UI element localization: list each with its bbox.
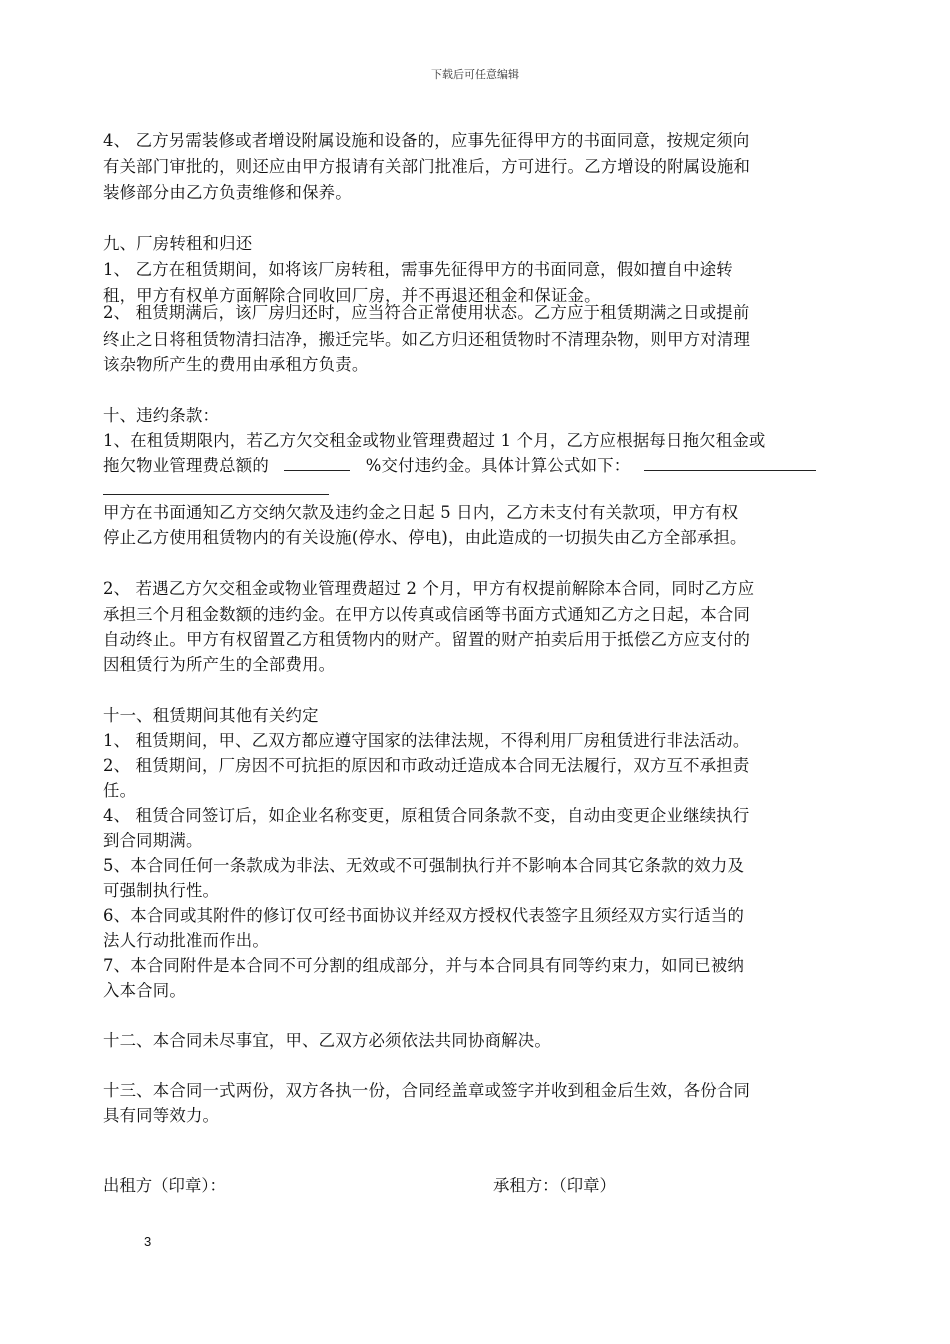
text-line: 具有同等效力。 bbox=[103, 1106, 220, 1125]
text-line: 到合同期满。 bbox=[103, 831, 203, 850]
text-line: 1、 租赁期间，甲、乙双方都应遵守国家的法律法规，不得利用厂房租赁进行非法活动。 bbox=[103, 731, 750, 750]
text-line: 2、 租赁期满后，该厂房归还时，应当符合正常使用状态。乙方应于租赁期满之日或提前 bbox=[103, 303, 750, 322]
text-line: 1、 乙方在租赁期间，如将该厂房转租，需事先征得甲方的书面同意，假如擅自中途转 bbox=[103, 260, 733, 279]
penalty-formula-line bbox=[103, 453, 816, 479]
text-line: 7、本合同附件是本合同不可分割的组成部分，并与本合同具有同等约束力，如同已被纳 bbox=[103, 956, 745, 975]
text-line: 甲方在书面通知乙方交纳欠款及违约金之日起 5 日内，乙方未支付有关款项，甲方有权 bbox=[103, 503, 739, 522]
text-line: 2、 租赁期间，厂房因不可抗拒的原因和市政动迁造成本合同无法履行，双方互不承担责 bbox=[103, 756, 750, 775]
text-line: 九、厂房转租和归还 bbox=[103, 234, 253, 253]
text-line: 可强制执行性。 bbox=[103, 881, 220, 900]
page-number: 3 bbox=[144, 1234, 152, 1249]
formula-blank[interactable] bbox=[644, 456, 816, 471]
text-line: 十一、租赁期间其他有关约定 bbox=[103, 706, 319, 725]
formula-continuation-blank[interactable] bbox=[103, 494, 329, 495]
text-line: 终止之日将租赁物清扫洁净，搬迁完毕。如乙方归还租赁物时不清理杂物，则甲方对清理 bbox=[103, 330, 751, 349]
text-line: 6、本合同或其附件的修订仅可经书面协议并经双方授权代表签字且须经双方实行适当的 bbox=[103, 906, 745, 925]
penalty-text-middle: %交付违约金。具体计算公式如下： bbox=[365, 456, 631, 475]
text-line: 法人行动批准而作出。 bbox=[103, 931, 269, 950]
text-line: 装修部分由乙方负责维修和保养。 bbox=[103, 183, 352, 202]
text-line: 停止乙方使用租赁物内的有关设施(停水、停电)，由此造成的一切损失由乙方全部承担。 bbox=[103, 528, 747, 547]
text-line: 2、 若遇乙方欠交租金或物业管理费超过 2 个月，甲方有权提前解除本合同，同时乙方应 bbox=[103, 579, 755, 598]
text-line: 1、在租赁期限内，若乙方欠交租金或物业管理费超过 1 个月，乙方应根据每日拖欠租金或 bbox=[103, 431, 766, 450]
lessor-signature: 出租方（印章）： bbox=[103, 1176, 226, 1195]
text-line: 自动终止。甲方有权留置乙方租赁物内的财产。留置的财产拍卖后用于抵偿乙方应支付的 bbox=[103, 630, 751, 649]
text-line: 4、 租赁合同签订后，如企业名称变更，原租赁合同条款不变，自动由变更企业继续执行 bbox=[103, 806, 750, 825]
text-line: 十、违约条款： bbox=[103, 406, 220, 425]
text-line: 租，甲方有权单方面解除合同收回厂房，并不再退还租金和保证金。 bbox=[103, 286, 601, 305]
text-line: 十三、本合同一式两份，双方各执一份，合同经盖章或签字并收到租金后生效，各份合同 bbox=[103, 1081, 751, 1100]
penalty-percent-blank[interactable] bbox=[284, 456, 350, 471]
text-line: 有关部门审批的，则还应由甲方报请有关部门批准后，方可进行。乙方增设的附属设施和 bbox=[103, 157, 751, 176]
text-line: 承担三个月租金数额的违约金。在甲方以传真或信函等书面方式通知乙方之日起，本合同 bbox=[103, 605, 751, 624]
text-line: 入本合同。 bbox=[103, 981, 186, 1000]
text-line: 因租赁行为所产生的全部费用。 bbox=[103, 655, 336, 674]
penalty-text-before: 拖欠物业管理费总额的 bbox=[103, 456, 269, 475]
text-line: 4、 乙方另需装修或者增设附属设施和设备的，应事先征得甲方的书面同意，按规定须向 bbox=[103, 131, 750, 150]
page-header: 下载后可任意编辑 bbox=[431, 68, 519, 81]
text-line: 十二、本合同未尽事宜，甲、乙双方必须依法共同协商解决。 bbox=[103, 1031, 551, 1050]
text-line: 该杂物所产生的费用由承租方负责。 bbox=[103, 355, 369, 374]
text-line: 任。 bbox=[103, 781, 137, 800]
lessee-signature: 承租方：（印章） bbox=[493, 1176, 616, 1195]
text-line: 5、本合同任何一条款成为非法、无效或不可强制执行并不影响本合同其它条款的效力及 bbox=[103, 856, 745, 875]
